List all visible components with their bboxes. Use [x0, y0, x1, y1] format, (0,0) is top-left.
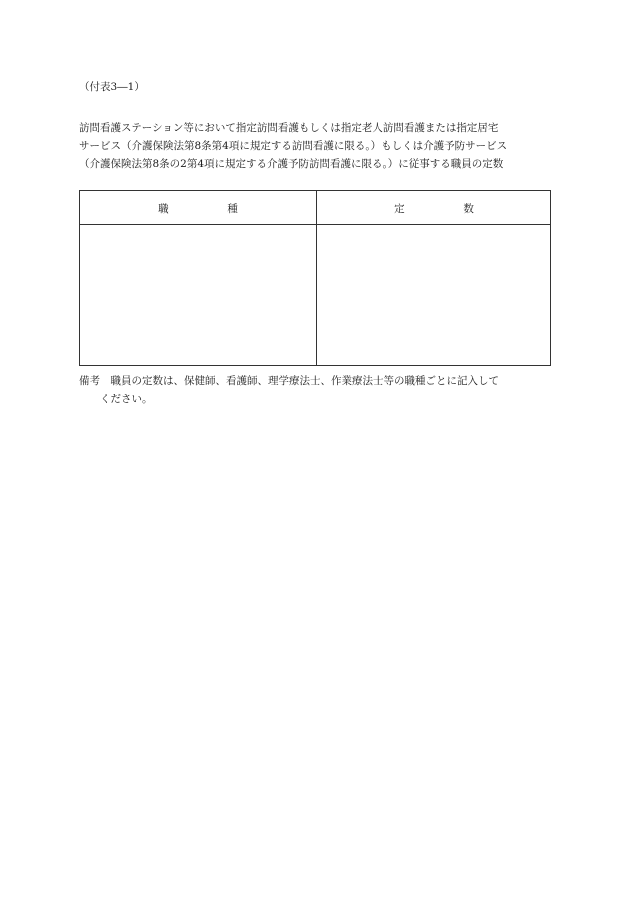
remarks: [79, 372, 559, 408]
table-header-row: [80, 191, 550, 225]
remarks-line: ください。: [100, 393, 153, 405]
staff-quota-table: [79, 190, 551, 366]
heading-line: （介護保険法第8条の2第4項に規定する介護予防訪問看護に限る。）に従事する職員の定数: [79, 158, 504, 170]
occupation-entry-cell[interactable]: [80, 225, 316, 365]
document-heading: [79, 119, 559, 173]
heading-line: 訪問看護ステーション等において指定訪問看護もしくは指定老人訪問看護または指定居宅: [79, 122, 499, 134]
quota-entry-cell[interactable]: [317, 225, 551, 365]
column-header-quota: 定数: [394, 202, 533, 215]
heading-line: サービス（介護保険法第8条第4項に規定する訪問看護に限る。）もしくは介護予防サービス: [79, 140, 508, 152]
column-header-occupation: 職種: [158, 202, 297, 215]
annex-label: （付表3―1）: [79, 81, 145, 93]
remarks-line: 備考 職員の定数は、保健師、看護師、理学療法士、作業療法士等の職種ごとに記入して: [79, 375, 499, 387]
